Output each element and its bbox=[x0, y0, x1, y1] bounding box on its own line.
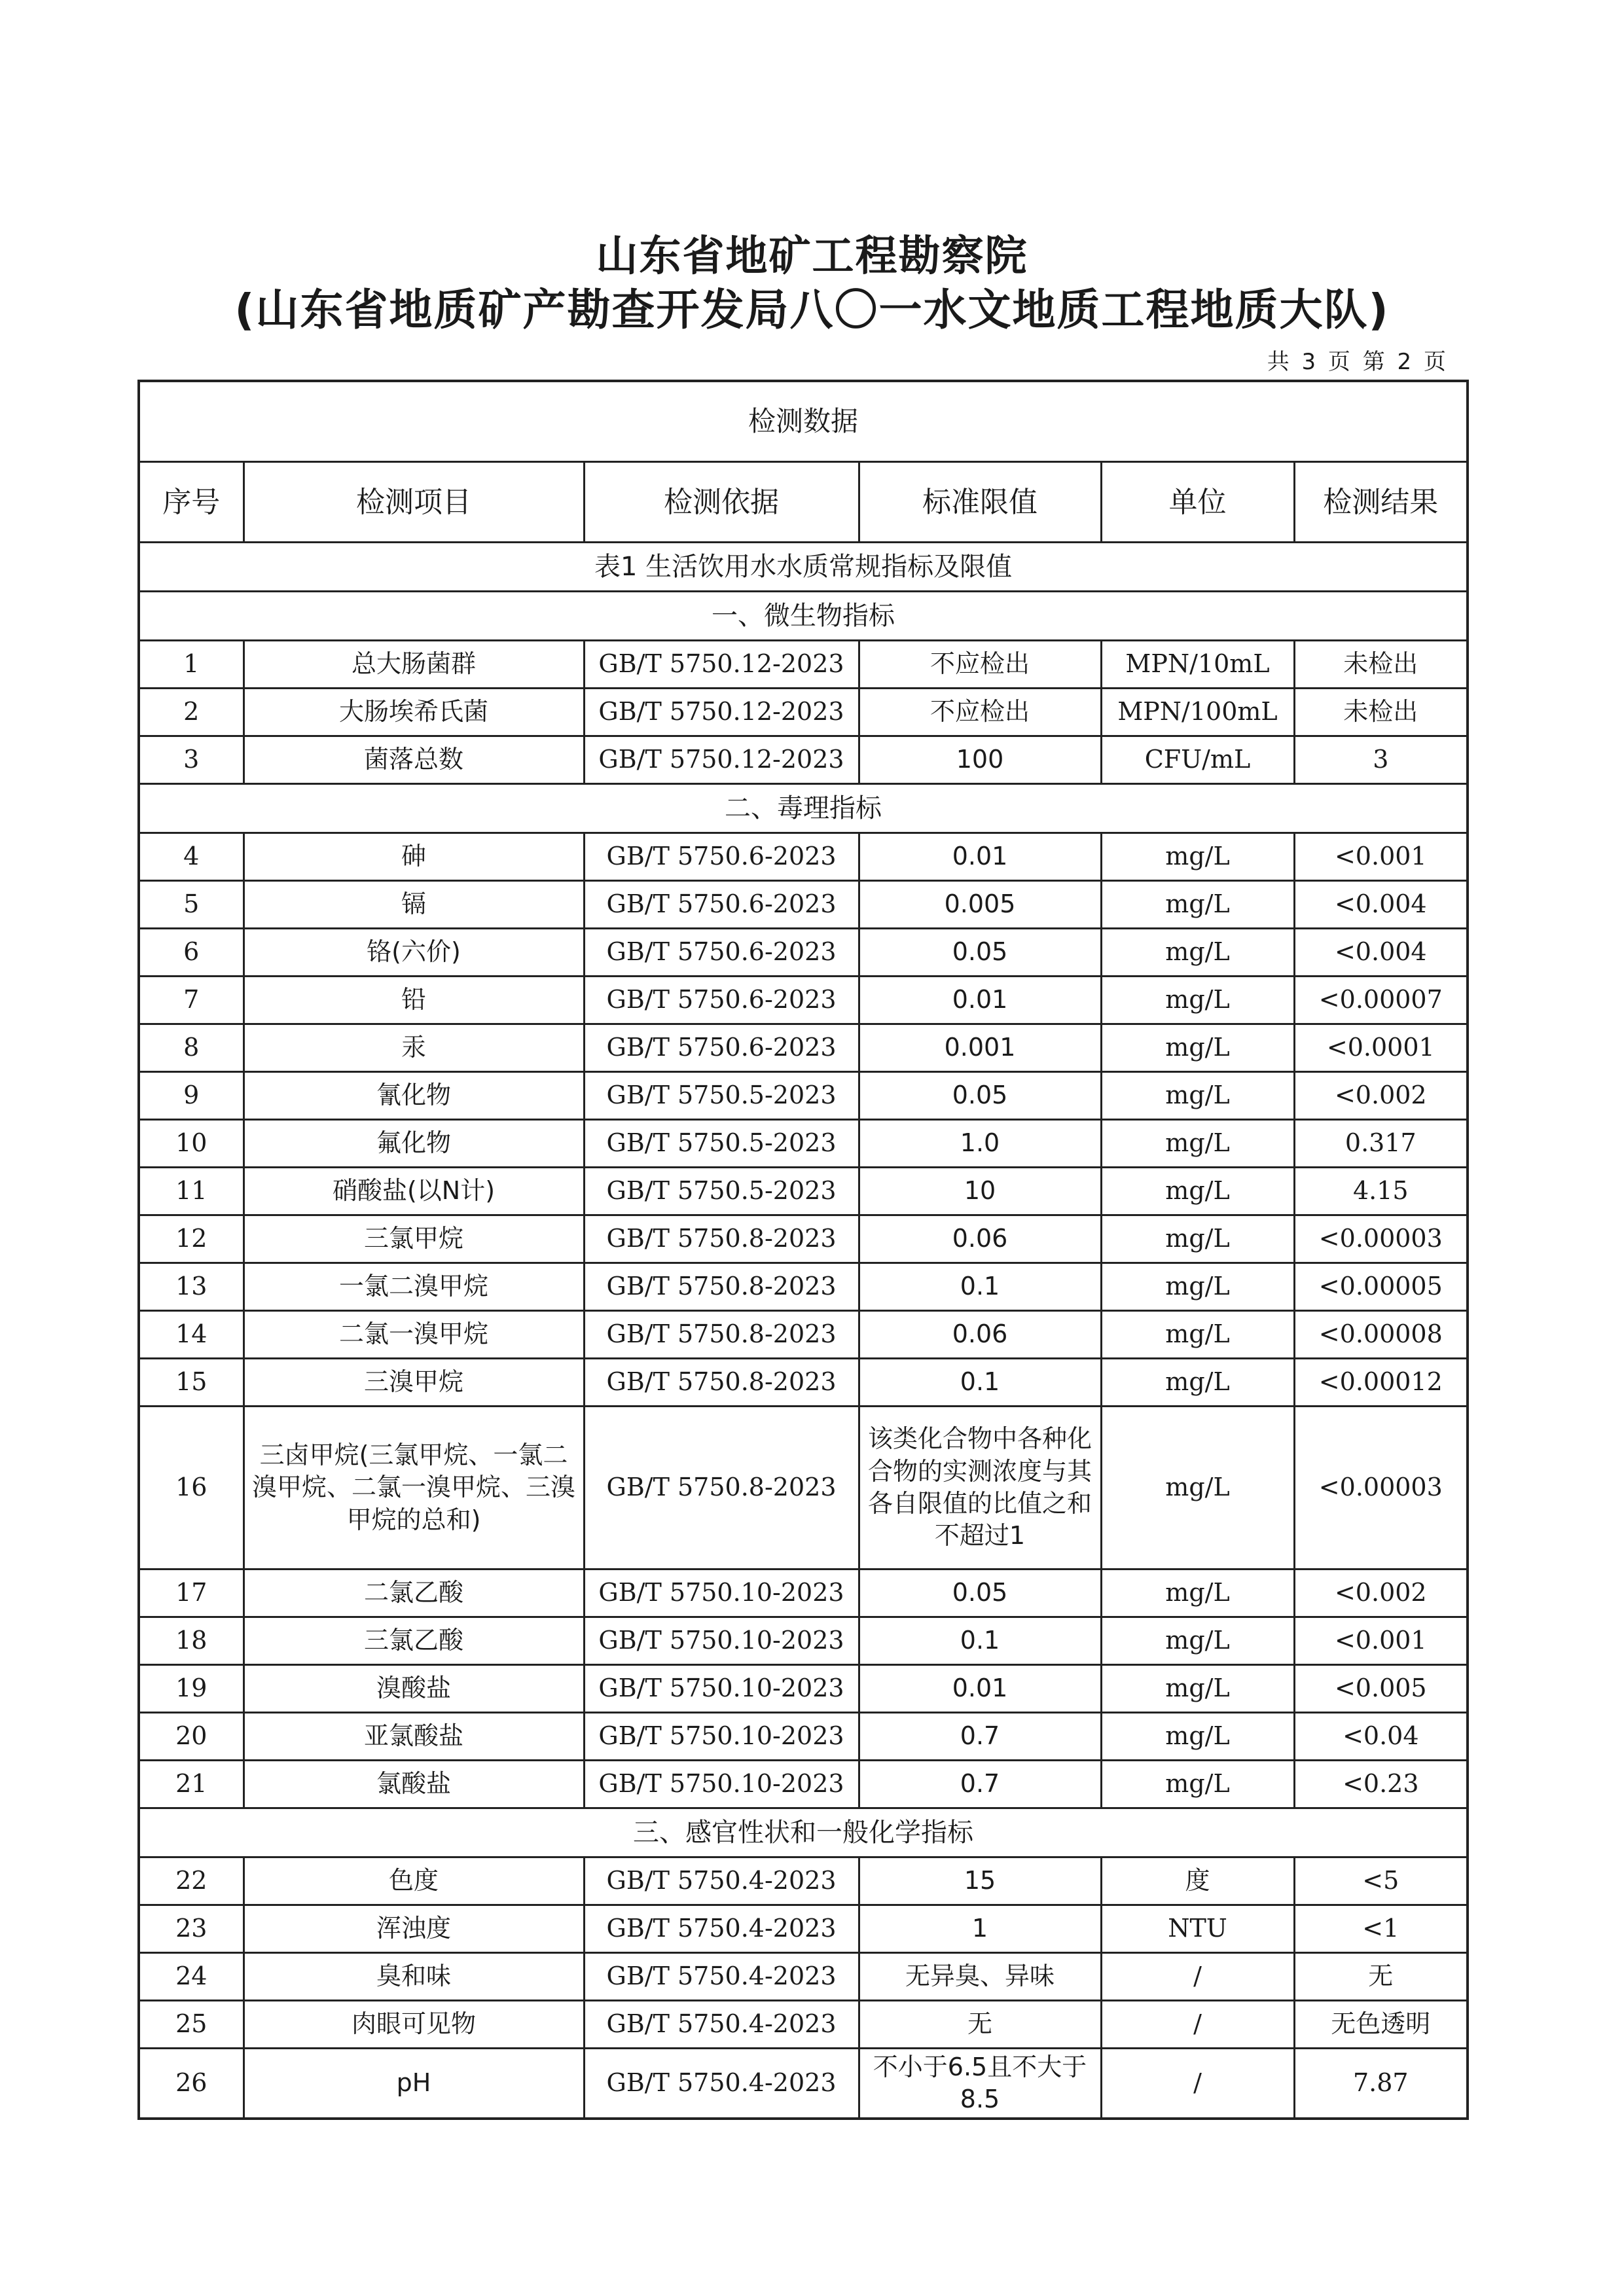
row-item: pH bbox=[244, 2049, 584, 2119]
row-no: 7 bbox=[139, 977, 244, 1024]
row-limit: 0.1 bbox=[859, 1617, 1101, 1665]
row-result: <0.00003 bbox=[1294, 1215, 1468, 1263]
row-basis: GB/T 5750.8-2023 bbox=[584, 1263, 859, 1311]
row-unit: mg/L bbox=[1101, 1168, 1294, 1215]
row-item: 硝酸盐(以N计) bbox=[244, 1168, 584, 1215]
row-basis: GB/T 5750.4-2023 bbox=[584, 1953, 859, 2001]
row-no: 11 bbox=[139, 1168, 244, 1215]
row-result: <0.00012 bbox=[1294, 1359, 1468, 1407]
row-limit: 0.1 bbox=[859, 1359, 1101, 1407]
table-header-row bbox=[139, 462, 1468, 543]
row-no: 5 bbox=[139, 881, 244, 929]
row-no: 2 bbox=[139, 689, 244, 736]
row-limit: 0.1 bbox=[859, 1263, 1101, 1311]
row-result: <0.23 bbox=[1294, 1761, 1468, 1808]
row-limit: 0.7 bbox=[859, 1761, 1101, 1808]
column-header-result: 检测结果 bbox=[1294, 462, 1468, 543]
row-limit: 1 bbox=[859, 1905, 1101, 1953]
row-basis: GB/T 5750.8-2023 bbox=[584, 1311, 859, 1359]
data-table bbox=[137, 380, 1469, 2120]
row-item: 铅 bbox=[244, 977, 584, 1024]
row-unit: mg/L bbox=[1101, 1215, 1294, 1263]
row-item: 氯酸盐 bbox=[244, 1761, 584, 1808]
row-basis: GB/T 5750.5-2023 bbox=[584, 1072, 859, 1120]
row-result: 0.317 bbox=[1294, 1120, 1468, 1168]
row-limit: 0.7 bbox=[859, 1713, 1101, 1761]
row-item: 砷 bbox=[244, 833, 584, 881]
row-basis: GB/T 5750.6-2023 bbox=[584, 929, 859, 977]
table-caption-row bbox=[139, 381, 1468, 462]
row-no: 14 bbox=[139, 1311, 244, 1359]
column-header-unit: 单位 bbox=[1101, 462, 1294, 543]
org-name: 山东省地矿工程勘察院 bbox=[596, 232, 1028, 281]
row-result: <1 bbox=[1294, 1905, 1468, 1953]
row-limit: 不小于6.5且不大于8.5 bbox=[859, 2049, 1101, 2119]
row-no: 21 bbox=[139, 1761, 244, 1808]
row-unit: mg/L bbox=[1101, 1761, 1294, 1808]
row-unit: / bbox=[1101, 1953, 1294, 2001]
row-no: 6 bbox=[139, 929, 244, 977]
row-basis: GB/T 5750.5-2023 bbox=[584, 1120, 859, 1168]
row-unit: mg/L bbox=[1101, 1120, 1294, 1168]
row-item: 汞 bbox=[244, 1024, 584, 1072]
row-result: <0.002 bbox=[1294, 1072, 1468, 1120]
table-row bbox=[139, 977, 1468, 1024]
row-result: <0.00003 bbox=[1294, 1407, 1468, 1570]
row-limit: 无 bbox=[859, 2001, 1101, 2049]
row-limit: 100 bbox=[859, 736, 1101, 784]
row-basis: GB/T 5750.4-2023 bbox=[584, 2001, 859, 2049]
row-item: 臭和味 bbox=[244, 1953, 584, 2001]
row-no: 9 bbox=[139, 1072, 244, 1120]
row-unit: mg/L bbox=[1101, 1617, 1294, 1665]
row-result: <0.001 bbox=[1294, 833, 1468, 881]
row-no: 26 bbox=[139, 2049, 244, 2119]
row-item: 溴酸盐 bbox=[244, 1665, 584, 1713]
row-basis: GB/T 5750.10-2023 bbox=[584, 1617, 859, 1665]
row-basis: GB/T 5750.12-2023 bbox=[584, 641, 859, 689]
row-item: 浑浊度 bbox=[244, 1905, 584, 1953]
row-no: 16 bbox=[139, 1407, 244, 1570]
row-result: 无色透明 bbox=[1294, 2001, 1468, 2049]
table-row bbox=[139, 689, 1468, 736]
row-basis: GB/T 5750.10-2023 bbox=[584, 1713, 859, 1761]
table-title: 表1 生活饮用水水质常规指标及限值 bbox=[139, 543, 1468, 592]
row-result: <0.002 bbox=[1294, 1570, 1468, 1617]
row-result: 4.15 bbox=[1294, 1168, 1468, 1215]
row-item: 镉 bbox=[244, 881, 584, 929]
row-basis: GB/T 5750.5-2023 bbox=[584, 1168, 859, 1215]
row-result: <0.001 bbox=[1294, 1617, 1468, 1665]
row-unit: CFU/mL bbox=[1101, 736, 1294, 784]
row-limit: 10 bbox=[859, 1168, 1101, 1215]
row-item: 总大肠菌群 bbox=[244, 641, 584, 689]
row-result: <0.0001 bbox=[1294, 1024, 1468, 1072]
row-limit: 0.01 bbox=[859, 1665, 1101, 1713]
row-item: 二氯乙酸 bbox=[244, 1570, 584, 1617]
column-header-no: 序号 bbox=[139, 462, 244, 543]
row-result: <0.00008 bbox=[1294, 1311, 1468, 1359]
table-row bbox=[139, 833, 1468, 881]
row-result: 3 bbox=[1294, 736, 1468, 784]
row-unit: mg/L bbox=[1101, 1311, 1294, 1359]
row-limit: 0.01 bbox=[859, 833, 1101, 881]
table-row bbox=[139, 1311, 1468, 1359]
section-row bbox=[139, 592, 1468, 641]
row-item: 三溴甲烷 bbox=[244, 1359, 584, 1407]
row-basis: GB/T 5750.6-2023 bbox=[584, 833, 859, 881]
row-basis: GB/T 5750.8-2023 bbox=[584, 1407, 859, 1570]
row-result: <0.00005 bbox=[1294, 1263, 1468, 1311]
row-basis: GB/T 5750.4-2023 bbox=[584, 1905, 859, 1953]
table-row bbox=[139, 1120, 1468, 1168]
row-unit: mg/L bbox=[1101, 1359, 1294, 1407]
column-header-basis: 检测依据 bbox=[584, 462, 859, 543]
row-basis: GB/T 5750.10-2023 bbox=[584, 1570, 859, 1617]
column-header-limit: 标准限值 bbox=[859, 462, 1101, 543]
row-result: 7.87 bbox=[1294, 2049, 1468, 2119]
table-row bbox=[139, 1263, 1468, 1311]
row-limit: 1.0 bbox=[859, 1120, 1101, 1168]
row-basis: GB/T 5750.6-2023 bbox=[584, 881, 859, 929]
row-item: 一氯二溴甲烷 bbox=[244, 1263, 584, 1311]
row-basis: GB/T 5750.4-2023 bbox=[584, 2049, 859, 2119]
row-unit: / bbox=[1101, 2049, 1294, 2119]
row-item: 大肠埃希氏菌 bbox=[244, 689, 584, 736]
row-limit: 不应检出 bbox=[859, 689, 1101, 736]
table-row bbox=[139, 2049, 1468, 2119]
row-limit: 0.005 bbox=[859, 881, 1101, 929]
table-row bbox=[139, 1665, 1468, 1713]
row-unit: MPN/10mL bbox=[1101, 641, 1294, 689]
row-unit: mg/L bbox=[1101, 1713, 1294, 1761]
row-item: 亚氯酸盐 bbox=[244, 1713, 584, 1761]
row-no: 12 bbox=[139, 1215, 244, 1263]
row-limit: 0.01 bbox=[859, 977, 1101, 1024]
table-row bbox=[139, 736, 1468, 784]
row-item: 菌落总数 bbox=[244, 736, 584, 784]
table-caption: 检测数据 bbox=[139, 381, 1468, 462]
column-header-item: 检测项目 bbox=[244, 462, 584, 543]
table-title-row bbox=[139, 543, 1468, 592]
row-basis: GB/T 5750.10-2023 bbox=[584, 1761, 859, 1808]
row-result: <5 bbox=[1294, 1857, 1468, 1905]
row-limit: 该类化合物中各种化合物的实测浓度与其各自限值的比值之和不超过1 bbox=[859, 1407, 1101, 1570]
table-row bbox=[139, 1857, 1468, 1905]
row-no: 4 bbox=[139, 833, 244, 881]
row-result: <0.00007 bbox=[1294, 977, 1468, 1024]
row-limit: 不应检出 bbox=[859, 641, 1101, 689]
row-item: 铬(六价) bbox=[244, 929, 584, 977]
row-no: 8 bbox=[139, 1024, 244, 1072]
table-row bbox=[139, 1407, 1468, 1570]
table-row bbox=[139, 1024, 1468, 1072]
row-unit: mg/L bbox=[1101, 1024, 1294, 1072]
row-no: 22 bbox=[139, 1857, 244, 1905]
row-basis: GB/T 5750.8-2023 bbox=[584, 1215, 859, 1263]
row-result: <0.04 bbox=[1294, 1713, 1468, 1761]
row-limit: 0.06 bbox=[859, 1311, 1101, 1359]
row-item: 三氯乙酸 bbox=[244, 1617, 584, 1665]
table-row bbox=[139, 1168, 1468, 1215]
row-unit: mg/L bbox=[1101, 1407, 1294, 1570]
row-no: 3 bbox=[139, 736, 244, 784]
table-row bbox=[139, 1953, 1468, 2001]
row-no: 18 bbox=[139, 1617, 244, 1665]
row-item: 三卤甲烷(三氯甲烷、一氯二溴甲烷、二氯一溴甲烷、三溴甲烷的总和) bbox=[244, 1407, 584, 1570]
table-row bbox=[139, 1215, 1468, 1263]
row-limit: 0.05 bbox=[859, 1072, 1101, 1120]
table-row bbox=[139, 929, 1468, 977]
table-row bbox=[139, 1761, 1468, 1808]
row-no: 20 bbox=[139, 1713, 244, 1761]
row-unit: mg/L bbox=[1101, 881, 1294, 929]
row-limit: 0.06 bbox=[859, 1215, 1101, 1263]
section-row bbox=[139, 1808, 1468, 1857]
row-unit: mg/L bbox=[1101, 1072, 1294, 1120]
row-item: 三氯甲烷 bbox=[244, 1215, 584, 1263]
row-no: 25 bbox=[139, 2001, 244, 2049]
row-result: 无 bbox=[1294, 1953, 1468, 2001]
row-result: 未检出 bbox=[1294, 689, 1468, 736]
row-limit: 无异臭、异味 bbox=[859, 1953, 1101, 2001]
row-unit: mg/L bbox=[1101, 1263, 1294, 1311]
row-unit: NTU bbox=[1101, 1905, 1294, 1953]
row-item: 肉眼可见物 bbox=[244, 2001, 584, 2049]
row-basis: GB/T 5750.12-2023 bbox=[584, 689, 859, 736]
section-title: 一、微生物指标 bbox=[139, 592, 1468, 641]
org-subname: (山东省地质矿产勘查开发局八〇一水文地质工程地质大队) bbox=[234, 285, 1390, 335]
row-basis: GB/T 5750.10-2023 bbox=[584, 1665, 859, 1713]
row-unit: mg/L bbox=[1101, 929, 1294, 977]
row-limit: 0.05 bbox=[859, 929, 1101, 977]
table-row bbox=[139, 2001, 1468, 2049]
row-item: 氟化物 bbox=[244, 1120, 584, 1168]
page-info: 共 3 页 第 2 页 bbox=[1267, 349, 1449, 375]
table-body bbox=[139, 592, 1468, 2119]
row-basis: GB/T 5750.8-2023 bbox=[584, 1359, 859, 1407]
row-basis: GB/T 5750.4-2023 bbox=[584, 1857, 859, 1905]
row-result: <0.004 bbox=[1294, 929, 1468, 977]
row-no: 19 bbox=[139, 1665, 244, 1713]
row-no: 13 bbox=[139, 1263, 244, 1311]
row-no: 23 bbox=[139, 1905, 244, 1953]
row-item: 氰化物 bbox=[244, 1072, 584, 1120]
table-row bbox=[139, 641, 1468, 689]
row-no: 24 bbox=[139, 1953, 244, 2001]
table-row bbox=[139, 1617, 1468, 1665]
table-row bbox=[139, 1713, 1468, 1761]
section-row bbox=[139, 784, 1468, 833]
section-title: 二、毒理指标 bbox=[139, 784, 1468, 833]
row-unit: mg/L bbox=[1101, 833, 1294, 881]
row-limit: 15 bbox=[859, 1857, 1101, 1905]
table-row bbox=[139, 1359, 1468, 1407]
row-no: 17 bbox=[139, 1570, 244, 1617]
row-limit: 0.001 bbox=[859, 1024, 1101, 1072]
row-unit: 度 bbox=[1101, 1857, 1294, 1905]
row-result: <0.004 bbox=[1294, 881, 1468, 929]
row-result: <0.005 bbox=[1294, 1665, 1468, 1713]
table-row bbox=[139, 1072, 1468, 1120]
row-unit: mg/L bbox=[1101, 977, 1294, 1024]
row-no: 10 bbox=[139, 1120, 244, 1168]
table-row bbox=[139, 1570, 1468, 1617]
table-row bbox=[139, 1905, 1468, 1953]
row-basis: GB/T 5750.12-2023 bbox=[584, 736, 859, 784]
row-item: 二氯一溴甲烷 bbox=[244, 1311, 584, 1359]
row-basis: GB/T 5750.6-2023 bbox=[584, 1024, 859, 1072]
row-no: 1 bbox=[139, 641, 244, 689]
row-result: 未检出 bbox=[1294, 641, 1468, 689]
row-no: 15 bbox=[139, 1359, 244, 1407]
row-basis: GB/T 5750.6-2023 bbox=[584, 977, 859, 1024]
row-unit: mg/L bbox=[1101, 1570, 1294, 1617]
row-limit: 0.05 bbox=[859, 1570, 1101, 1617]
table-row bbox=[139, 881, 1468, 929]
row-unit: / bbox=[1101, 2001, 1294, 2049]
row-item: 色度 bbox=[244, 1857, 584, 1905]
row-unit: mg/L bbox=[1101, 1665, 1294, 1713]
section-title: 三、感官性状和一般化学指标 bbox=[139, 1808, 1468, 1857]
row-unit: MPN/100mL bbox=[1101, 689, 1294, 736]
